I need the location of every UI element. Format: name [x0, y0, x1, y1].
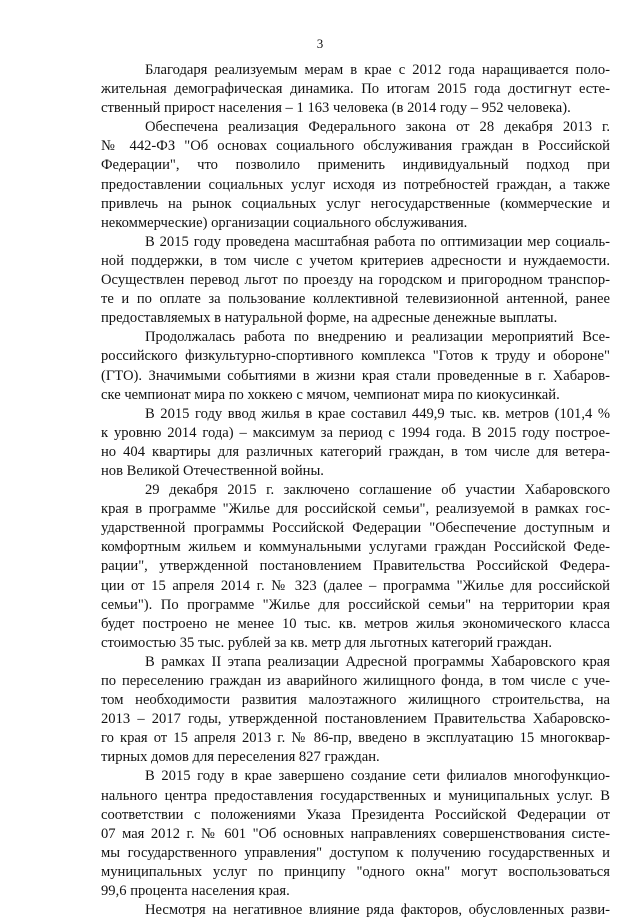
text-line: ции от 15 апреля 2014 г. № 323 (далее – программа "Жилье для российской — [101, 577, 610, 594]
text-line: ударственной программы Российской Федерации "Обеспечение доступным и — [101, 520, 610, 537]
text-line: Продолжалась работа по внедрению и реализации мероприятий Все- — [145, 329, 610, 346]
text-line: В рамках II этапа реализации Адресной программы Хабаровского края — [145, 653, 610, 670]
text-line: семьи"). По программе "Жилье для российской семьи" на территории края — [101, 596, 610, 613]
text-line: В 2015 году в крае завершено создание сети филиалов многофункцио- — [145, 768, 610, 785]
text-line: В 2015 году ввод жилья в крае составил 449,9 тыс. кв. метров (101,4 % — [145, 405, 610, 422]
paragraph — [101, 653, 610, 768]
paragraph — [101, 481, 610, 653]
text-line: ственный прирост населения – 1 163 человека (в 2014 году – 952 человека). — [101, 100, 571, 117]
text-line: стоимостью 35 тыс. рублей за кв. метр для льготных категорий граждан. — [101, 634, 552, 651]
text-line: предоставлении социальных услуг исходя из потребностей граждан, а также — [101, 176, 610, 193]
text-line: 07 мая 2012 г. № 601 "Об основных направлениях совершенствования систе- — [101, 825, 610, 842]
text-line: ске чемпионат мира по хоккею с мячом, чемпионат мира по киокусинкай. — [101, 386, 560, 403]
text-line: 99,6 процента населения края. — [101, 883, 290, 900]
text-line: те и по оплате за пользование коллективной телевизионной антенной, ранее — [101, 291, 610, 308]
paragraph — [101, 233, 610, 328]
text-line: Обеспечена реализация Федерального закона от 28 декабря 2013 г. — [145, 119, 610, 136]
text-line: тирных домов для переселения 827 граждан. — [101, 749, 380, 766]
paragraph — [101, 405, 610, 481]
text-line: комфортным жильем и коммунальными услугами граждан Российской Феде- — [101, 539, 610, 556]
text-line: некоммерческие) организации социального обслуживания. — [101, 214, 468, 231]
text-line: 2013 – 2017 годы, утвержденной постановлением Правительства Хабаровско- — [101, 711, 610, 728]
text-line: предоставляемых в натуральной форме, на адресные денежные выплаты. — [101, 310, 558, 327]
text-line: Благодаря реализуемым мерам в крае с 2012 года наращивается поло- — [145, 62, 610, 78]
text-line: мы государственного управления" доступом к получению государственных и — [101, 844, 610, 861]
paragraph — [101, 61, 610, 118]
page-number: 3 — [316, 36, 324, 51]
text-line: к уровню 2014 года) – максимум за период с 1994 года. В 2015 году построе- — [101, 424, 610, 441]
text-line: по переселению граждан из аварийного жилищного фонда, в том числе с уче- — [101, 673, 610, 689]
text-line: муниципальных услуг по принципу "одного окна" могут воспользоваться — [101, 863, 610, 880]
text-line: В 2015 году проведена масштабная работа по оптимизации мер социаль- — [145, 233, 610, 250]
text-line: соответствии с положениями Указа Президента Российской Федерации от — [101, 806, 610, 823]
text-line: рации", утвержденной постановлением Правительства Российской Федера- — [101, 558, 610, 575]
text-line: российского физкультурно-спортивного комплекса "Готов к труду и обороне" — [101, 348, 610, 365]
text-line: го края от 15 апреля 2013 г. № 86-пр, введено в эксплуатацию 15 многоквар- — [101, 730, 610, 747]
text-line: нов Великой Отечественной войны. — [101, 462, 324, 479]
text-line: жительная демографическая динамика. По итогам 2015 года достигнут есте- — [101, 81, 610, 98]
text-line: Несмотря на негативное влияние ряда факторов, обусловленных разви- — [145, 902, 610, 919]
text-line: будет построено не менее 10 тыс. кв. метров жилья экономического класса — [101, 615, 610, 632]
text-line: 29 декабря 2015 г. заключено соглашение об участии Хабаровского — [145, 482, 610, 499]
paragraph — [101, 767, 610, 901]
text-line: нального центра предоставления государственных и муниципальных услуг. В — [101, 787, 610, 804]
text-line: Осуществлен перевод льгот по проезду на городском и пригородном транспор- — [101, 272, 610, 289]
text-line: том необходимости развития малоэтажного жилищного строительства, на — [101, 692, 610, 709]
text-line: края в программе "Жилье для российской семьи", реализуемой в рамках гос- — [101, 501, 610, 518]
text-line: привлечь на рынок социальных услуг негосударственные (коммерческие и — [101, 195, 610, 212]
paragraph — [101, 328, 610, 404]
text-line: но 404 квартиры для различных категорий граждан, в том числе для ветера- — [101, 443, 610, 460]
text-line: Федерации", что позволило применить индивидуальный подход при — [101, 157, 610, 174]
document-body — [101, 61, 610, 920]
text-line: № 442-ФЗ "Об основах социального обслуживания граждан в Российской — [101, 138, 610, 155]
paragraph — [101, 118, 610, 233]
text-line: ной поддержки, в том числе с учетом критериев адресности и нуждаемости. — [101, 252, 610, 269]
paragraph — [101, 901, 610, 920]
text-line: (ГТО). Значимыми событиями в жизни края стали проведенные в г. Хабаров- — [101, 367, 610, 384]
